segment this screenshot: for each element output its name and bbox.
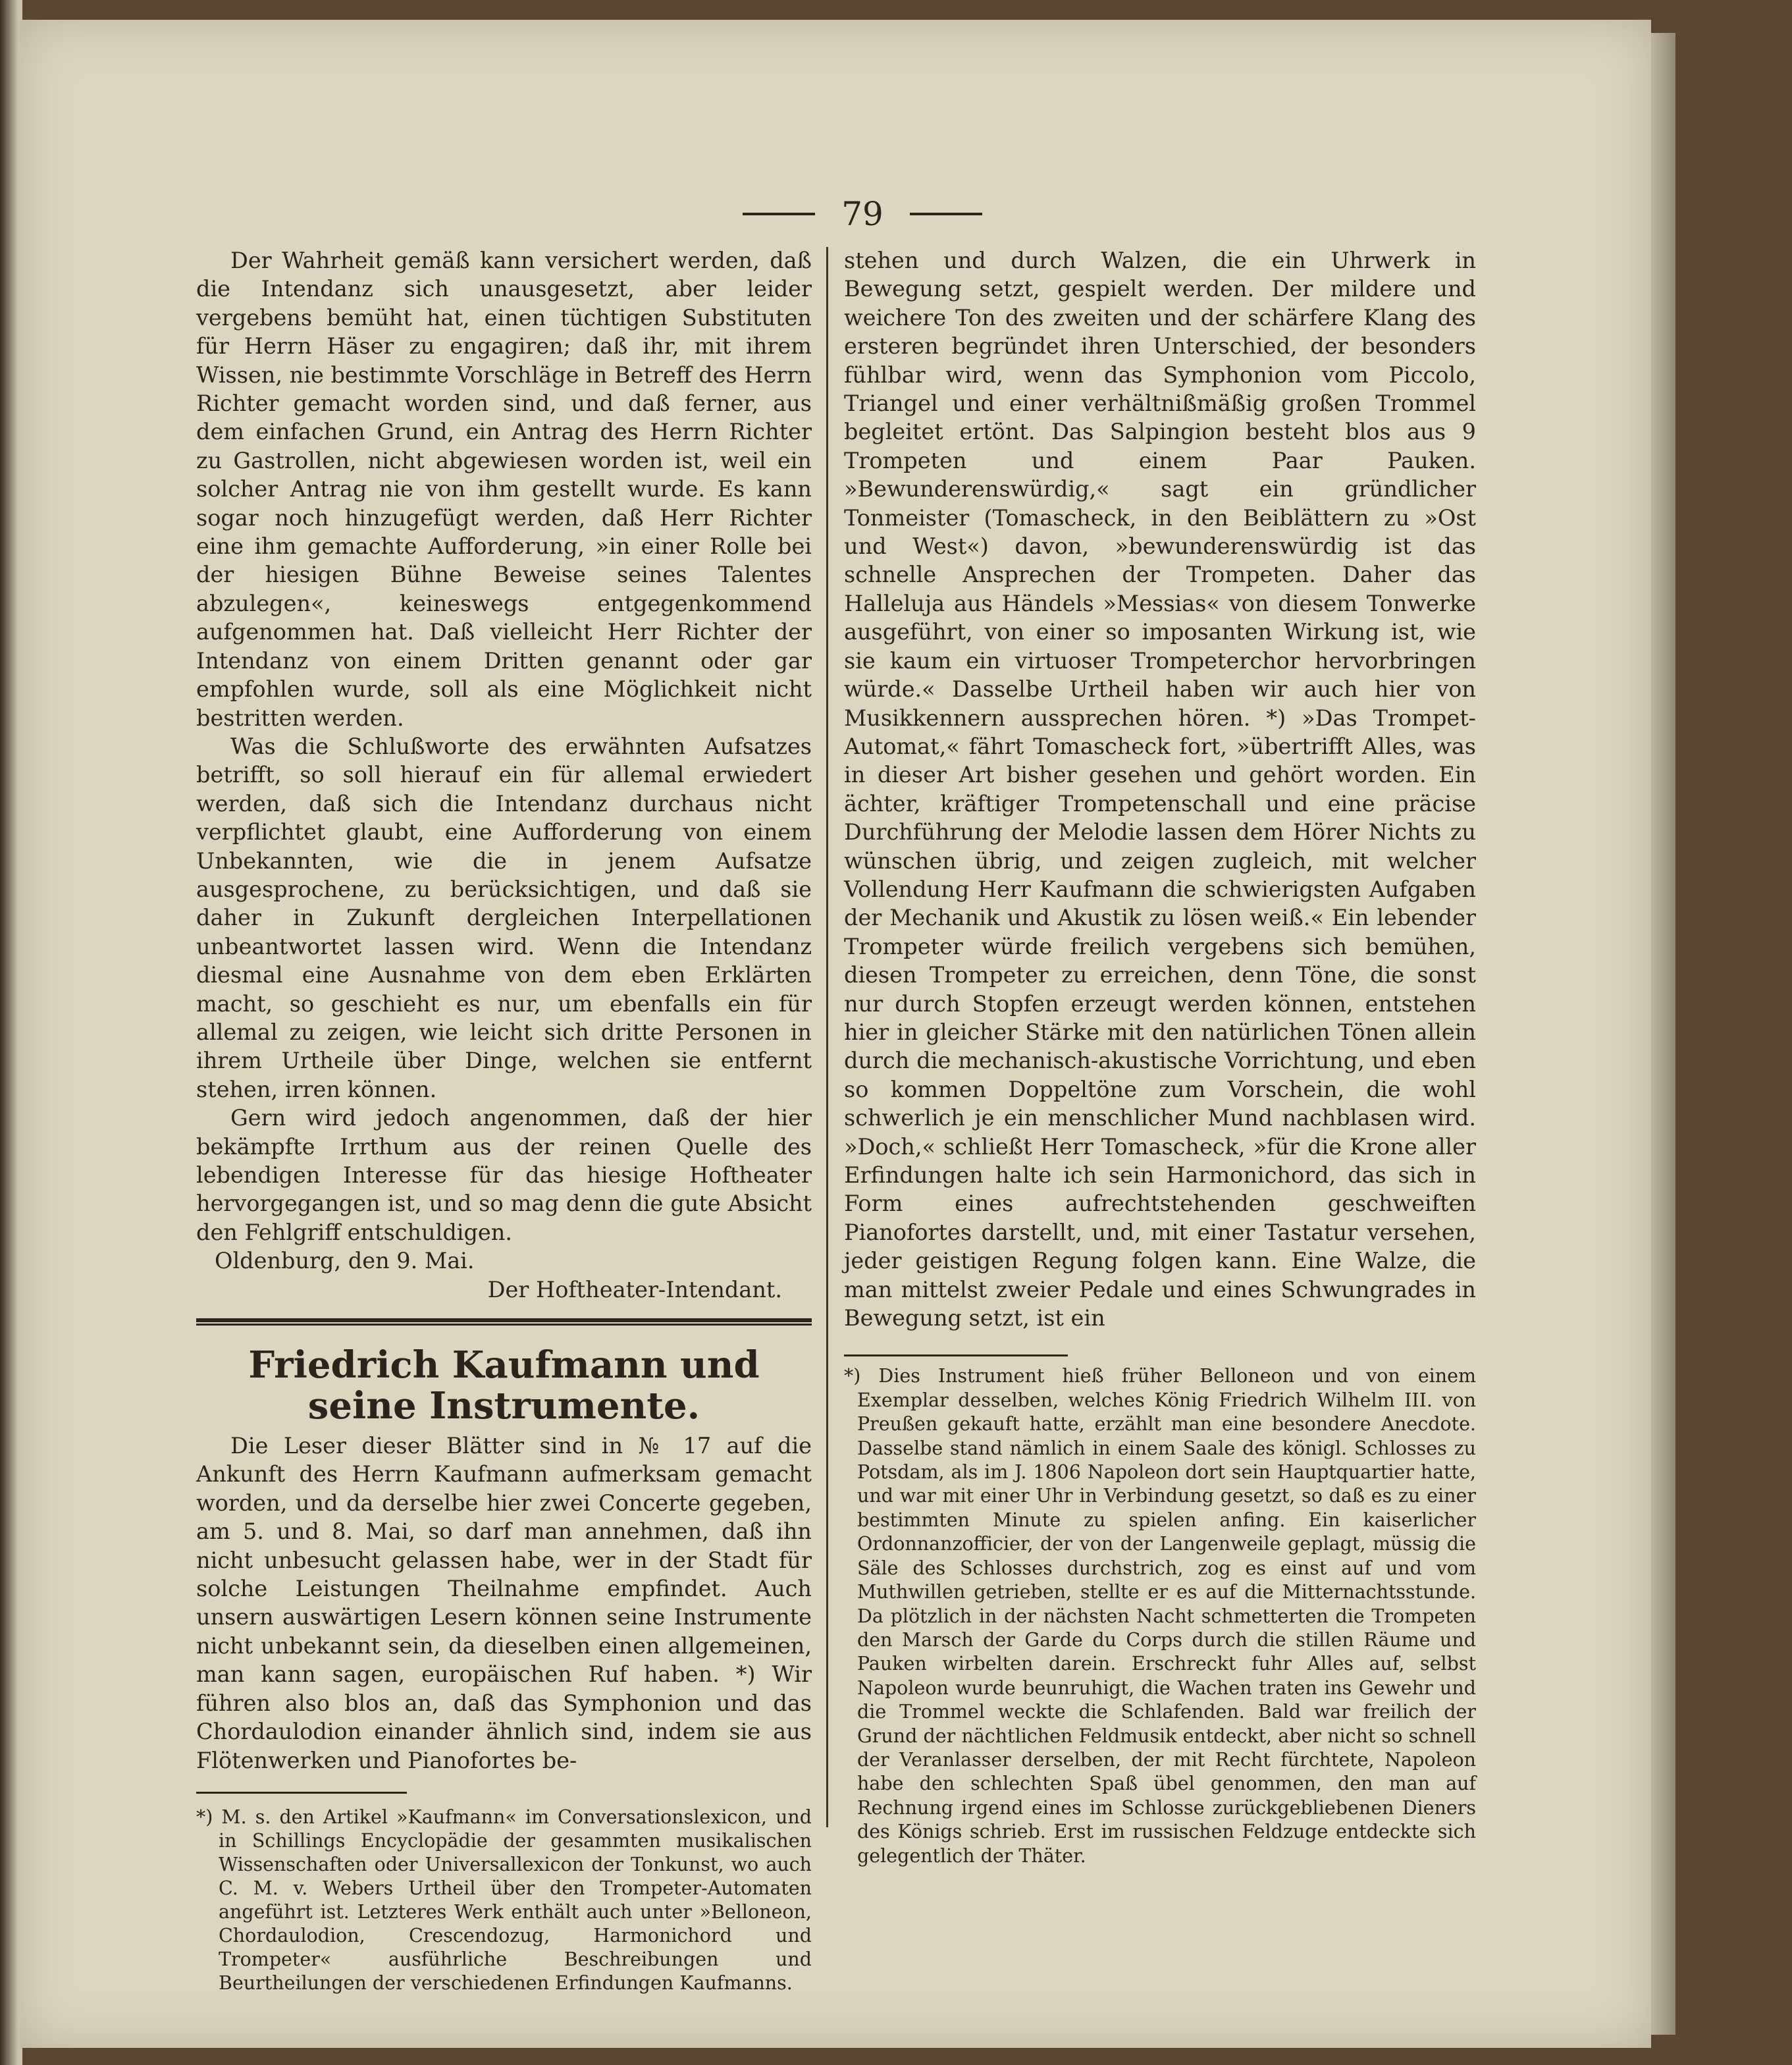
- column-divider: [826, 247, 828, 1827]
- page-number-header: [678, 195, 1047, 233]
- section-divider: [196, 1318, 812, 1324]
- signature-name: Der Hoftheater-Intendant.: [487, 1276, 782, 1302]
- header-dash-right: [910, 213, 982, 215]
- page-number: 79: [841, 195, 883, 233]
- header-dash-left: [743, 213, 815, 215]
- newspaper-page: [20, 20, 1651, 2048]
- footnote-right: *) Dies Instrument hieß früher Belloneon und von einem Exemplar desselben, welches König Friedrich Wilhelm III. von Preußen gekauft hatte, erzählt man eine besondere Anecdote. Dasselbe stand nämlich in einem Saale des königl. Schlosses zu Potsdam, als im J. 1806 Napoleon dort sein Hauptquartier hatte, und war mit einer Uhr in Verbindung gesetzt, so daß es zu einer bestimmten Minute zu spielen anfing. Ein kaiserlicher Ordonnanzofficier, der von der Langenweile geplagt, müssig die Säle des Schlosses durchstrich, zog es einst auf und vom Muthwillen getrieben, stellte er es auf die Mitternachtsstunde. Da plötzlich in der nächsten Nacht schmetterten die Trompeten den Marsch der Garde du Corps durch die stillen Räume und Pauken wirbelten darein. Erschreckt fuhr Alles auf, selbst Napoleon wurde beunruhigt, die Wachen traten ins Gewehr und die Trommel weckte die Schlafenden. Bald war freilich der Grund der nächtlichen Feldmusik entdeckt, aber nicht so schnell der Veranlasser derselben, der mit Recht fürchtete, Napoleon habe den schlechten Spaß übel genommen, den man auf Rechnung irgend eines im Schlosse zurückgebliebenen Dieners des Königs schrieb. Erst im russischen Feldzuge entdeckte sich gelegentlich der Thäter.: [844, 1365, 1476, 1867]
- left-paragraph-3: Gern wird jedoch angenommen, daß der hier bekämpfte Irrthum aus der reinen Quelle des lebendigen Interesse für das hiesige Hoftheater hervorgegangen ist, und so mag denn die gute Absicht den Fehlgriff entschuldigen.: [196, 1105, 812, 1245]
- right-column: [844, 246, 1476, 1868]
- footnote-rule-right: [844, 1354, 1068, 1356]
- left-column: [196, 246, 812, 1995]
- right-paragraph: stehen und durch Walzen, die ein Uhrwerk in Bewegung setzt, gespielt werden. Der mildere und weichere Ton des zweiten und der schärfere Klang des ersteren begründet ihren Unterschied, der besonders fühlbar wird, wenn das Symphonion vom Piccolo, Triangel und einer verhältnißmäßig großen Trommel begleitet ertönt. Das Salpingion besteht blos aus 9 Trompeten und einem Paar Pauken. »Bewunderenswürdig,« sagt ein gründlicher Tonmeister (Tomascheck, in den Beiblättern zu »Ost und West«) davon, »bewunderenswürdig ist das schnelle Ansprechen der Trompeten. Daher das Halleluja aus Händels »Messias« von diesem Tonwerke ausgeführt, von einer so imposanten Wirkung ist, wie sie kaum ein virtuoser Trompeterchor hervorbringen würde.« Dasselbe Urtheil haben wir auch hier von Musikkennern aussprechen hören. *) »Das Trompet-Automat,« fährt Tomascheck fort, »übertrifft Alles, was in dieser Art bisher gesehen und gehört worden. Ein ächter, kräftiger Trompetenschall und eine präcise Durchführung der Melodie lassen dem Hörer Nichts zu wünschen übrig, und zeigen zugleich, mit welcher Vollendung Herr Kaufmann die schwierigsten Aufgaben der Mechanik und Akustik zu lösen weiß.« Ein lebender Trompeter würde freilich vergebens sich bemühen, diesen Trompeter zu erreichen, denn Töne, die sonst nur durch Stopfen erzeugt werden können, entstehen hier in gleicher Stärke mit den natürlichen Tönen allein durch die mechanisch-akustische Vorrichtung, und eben so kommen Doppeltöne zum Vorschein, die wohl schwerlich je ein menschlicher Mund nachblasen wird. »Doch,« schließt Herr Tomascheck, »für die Krone aller Erfindungen halte ich sein Harmonichord, das sich in Form eines aufrechtstehenden geschweiften Pianofortes darstellt, und, mit einer Tastatur versehen, jeder geistigen Regung folgen kann. Eine Walze, die man mittelst zweier Pedale und eines Schwungrades in Bewegung setzt, ist ein: [844, 248, 1476, 1331]
- footnote-left: *) M. s. den Artikel »Kaufmann« im Conversationslexicon, und in Schillings Encyclopädie der gesammten musikalischen Wissenschaften oder Universallexicon der Tonkunst, wo auch C. M. v. Webers Urtheil über den Trompeter-Automaten angeführt ist. Letzteres Werk enthält auch unter »Belloneon, Chordaulodion, Crescendozug, Harmonichord und Trompeter« ausführliche Beschreibungen und Beurtheilungen der verschiedenen Erfindungen Kaufmanns.: [196, 1806, 812, 1994]
- left-paragraph-1: Der Wahrheit gemäß kann versichert werden, daß die Intendanz sich unausgesetzt, aber leider vergebens bemüht hat, einen tüchtigen Substituten für Herrn Häser zu engagiren; daß ihr, mit ihrem Wissen, nie bestimmte Vorschläge in Betreff des Herrn Richter gemacht worden sind, und daß ferner, aus dem einfachen Grund, ein Antrag des Herrn Richter zu Gastrollen, nicht abgewiesen worden ist, weil ein solcher Antrag nie von ihm gestellt wurde. Es kann sogar noch hinzugefügt werden, daß Herr Richter eine ihm gemachte Aufforderung, »in einer Rolle bei der hiesigen Bühne Beweise seines Talentes abzulegen«, keineswegs entgegenkommend aufgenommen hat. Daß vielleicht Herr Richter der Intendanz von einem Dritten genannt oder gar empfohlen wurde, soll als eine Möglichkeit nicht bestritten werden.: [196, 248, 812, 731]
- article-paragraph: Die Leser dieser Blätter sind in № 17 auf die Ankunft des Herrn Kaufmann aufmerksam gemacht worden, und da derselbe hier zwei Concerte gegeben, am 5. und 8. Mai, so darf man annehmen, daß ihn nicht unbesucht gelassen habe, wer in der Stadt für solche Leistungen Theilnahme empfindet. Auch unsern auswärtigen Lesern können seine Instrumente nicht unbekannt sein, da dieselben einen allgemeinen, man kann sagen, europäischen Ruf haben. *) Wir führen also blos an, daß das Symphonion und das Chordaulodion einander ähnlich sind, indem sie aus Flötenwerken und Pianofortes be-: [196, 1433, 812, 1773]
- book-spine-shadow: [0, 0, 22, 2065]
- footnote-rule-left: [196, 1792, 407, 1794]
- article-heading: Friedrich Kaufmann und seine Instrumente.: [248, 1343, 760, 1428]
- left-paragraph-2: Was die Schlußworte des erwähnten Aufsatzes betrifft, so soll hierauf ein für allemal erwiedert werden, daß sich die Intendanz durchaus nicht verpflichtet glaubt, eine Aufforderung von einem Unbekannten, wie die in jenem Aufsatze ausgesprochene, zu berücksichtigen, und daß sie daher in Zukunft dergleichen Interpellationen unbeantwortet lassen wird. Wenn die Intendanz diesmal eine Ausnahme von dem eben Erklärten macht, so geschieht es nur, um ebenfalls ein für allemal zu zeigen, wie leicht sich dritte Personen in ihrem Urtheile über Dinge, welchen sie entfernt stehen, irren können.: [196, 733, 812, 1102]
- signature-place-date: Oldenburg, den 9. Mai.: [215, 1248, 475, 1274]
